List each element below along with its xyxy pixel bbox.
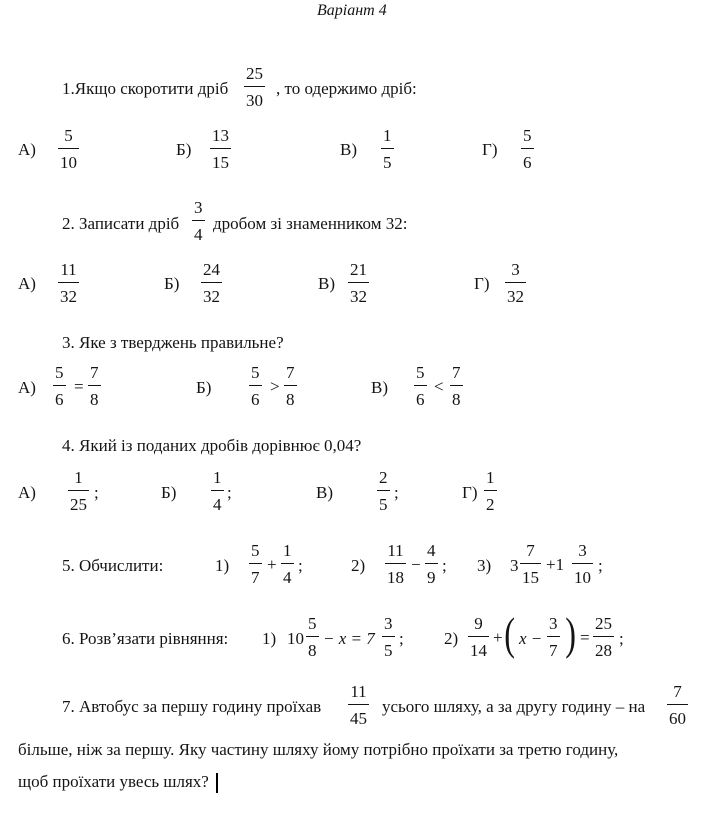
q6-p2-x: x −: [519, 629, 543, 648]
numerator: 5: [55, 363, 64, 382]
denominator: 32: [350, 287, 367, 306]
text-cursor: [216, 773, 218, 793]
q5-p3-whole: 3: [510, 556, 519, 575]
q7-line2: більше, ніж за першу. Яку частину шляху йому потрібно проїхати за третю годину,: [18, 740, 619, 759]
q2-option-c-label: В): [318, 274, 335, 293]
numerator: 5: [251, 363, 260, 382]
q7-line3: щоб проїхати увесь шлях?: [18, 772, 209, 791]
q2-fraction: [192, 199, 205, 243]
q5-p3-b: [572, 542, 593, 586]
numerator: 11: [60, 260, 77, 279]
q1-option-c[interactable]: [381, 127, 394, 171]
denominator: 4: [213, 495, 222, 514]
q4-option-a[interactable]: [68, 469, 89, 513]
numerator: 1: [283, 541, 292, 560]
q3-b-right: [284, 364, 297, 408]
q1-option-d[interactable]: [521, 127, 534, 171]
q6-p2-label: 2): [444, 629, 459, 648]
numerator: 21: [350, 260, 367, 279]
q5-p2-a: [385, 542, 406, 586]
numerator: 5: [308, 614, 317, 633]
q1-option-a[interactable]: [58, 127, 79, 171]
q1-suffix: , то одержимо дріб:: [276, 79, 417, 98]
denominator: 6: [416, 390, 425, 409]
denominator: 45: [350, 709, 367, 728]
q5-p2-tail: ;: [442, 556, 447, 575]
q1-option-d-label: Г): [482, 140, 498, 159]
numerator: 5: [251, 541, 260, 560]
q3-option-c-label: В): [371, 378, 388, 397]
denominator: 5: [379, 495, 388, 514]
numerator: 1: [74, 468, 83, 487]
numerator: 25: [246, 64, 263, 83]
q3-option-b-label: Б): [196, 378, 212, 397]
q6-p2-left-paren: (: [504, 608, 516, 659]
denominator: 25: [70, 495, 87, 514]
q5-p3-tail: ;: [598, 556, 603, 575]
denominator: 8: [452, 390, 461, 409]
q3-a-right: [88, 364, 101, 408]
q1-option-b-label: Б): [176, 140, 192, 159]
numerator: 11: [387, 541, 404, 560]
q6-p2-b: [547, 615, 560, 659]
q6-p2-tail: ;: [619, 629, 624, 648]
q7-fraction-1: [348, 683, 369, 727]
denominator: 14: [470, 641, 487, 660]
denominator: 5: [384, 641, 393, 660]
numerator: 1: [383, 126, 392, 145]
denominator: 32: [60, 287, 77, 306]
denominator: 28: [595, 641, 612, 660]
q1-prefix: 1.Якщо скоротити дріб: [62, 79, 229, 98]
q2-option-a-label: А): [18, 274, 36, 293]
denominator: 30: [246, 91, 263, 110]
q5-p1-tail: ;: [298, 556, 303, 575]
q1-option-a-label: А): [18, 140, 36, 159]
denominator: 32: [203, 287, 220, 306]
denominator: 10: [60, 153, 77, 172]
q5-p1-a: [249, 542, 262, 586]
q1-option-c-label: В): [340, 140, 357, 159]
numerator: 13: [212, 126, 229, 145]
q3-a-left: [53, 364, 66, 408]
q7-line1-middle: усього шляху, а за другу годину – на: [382, 697, 646, 716]
denominator: 2: [486, 495, 495, 514]
q5-p2-op: −: [411, 555, 421, 574]
numerator: 7: [526, 541, 535, 560]
q4-option-d[interactable]: [484, 469, 497, 513]
q4-option-a-label: А): [18, 483, 36, 502]
denominator: 32: [507, 287, 524, 306]
q4-option-b-label: Б): [161, 483, 177, 502]
numerator: 3: [384, 614, 393, 633]
q7-fraction-2: [667, 683, 688, 727]
numerator: 2: [379, 468, 388, 487]
denominator: 9: [427, 568, 436, 587]
q2-option-b-label: Б): [164, 274, 180, 293]
numerator: 7: [452, 363, 461, 382]
q5-p1-label: 1): [215, 556, 230, 575]
q2-option-a[interactable]: [58, 261, 79, 305]
q2-suffix: дробом зі знаменником 32:: [213, 214, 408, 233]
denominator: 8: [308, 641, 317, 660]
q6-p2-plus: +: [493, 628, 503, 647]
denominator: 5: [383, 153, 392, 172]
q2-option-c[interactable]: [348, 261, 369, 305]
q2-option-d-label: Г): [474, 274, 490, 293]
q5-p1-b: [281, 542, 294, 586]
q5-p2-label: 2): [351, 556, 366, 575]
q5-p3-label: 3): [477, 556, 492, 575]
denominator: 10: [574, 568, 591, 587]
numerator: 24: [203, 260, 220, 279]
q6-p1-label: 1): [262, 629, 277, 648]
denominator: 60: [669, 709, 686, 728]
q6-p1-whole: 10: [287, 629, 304, 648]
q5-p3-a: [520, 542, 541, 586]
q4-option-a-tail: ;: [94, 483, 99, 502]
q6-text: 6. Розв’язати рівняння:: [62, 629, 229, 648]
numerator: 11: [350, 682, 367, 701]
q1-fraction: [244, 65, 265, 109]
q6-p1-tail: ;: [399, 629, 404, 648]
q6-p2-a: [468, 615, 489, 659]
q3-c-right: [450, 364, 463, 408]
numerator: 3: [511, 260, 520, 279]
denominator: 6: [251, 390, 260, 409]
q6-p2-c: [593, 615, 614, 659]
numerator: 1: [213, 468, 222, 487]
q6-p2-right-paren: ): [565, 608, 577, 659]
numerator: 7: [90, 363, 99, 382]
q3-c-left: [414, 364, 427, 408]
q5-p3-op: +1: [546, 555, 565, 574]
denominator: 15: [522, 568, 539, 587]
numerator: 3: [578, 541, 587, 560]
numerator: 1: [486, 468, 495, 487]
numerator: 7: [673, 682, 682, 701]
q4-option-c[interactable]: [377, 469, 390, 513]
q4-option-b-tail: ;: [227, 483, 232, 502]
q7-line1-start: 7. Автобус за першу годину проїхав: [62, 697, 322, 716]
q2-prefix: 2. Записати дріб: [62, 214, 180, 233]
q5-p2-b: [425, 542, 438, 586]
numerator: 5: [416, 363, 425, 382]
q3-b-operator: >: [270, 377, 280, 396]
q4-option-c-tail: ;: [394, 483, 399, 502]
q4-text: 4. Який із поданих дробів дорівнює 0,04?: [62, 436, 362, 455]
q3-b-left: [249, 364, 262, 408]
q3-a-operator: =: [74, 377, 84, 396]
q5-text: 5. Обчислити:: [62, 556, 164, 575]
denominator: 7: [549, 641, 558, 660]
denominator: 6: [523, 153, 532, 172]
q2-option-d[interactable]: [505, 261, 526, 305]
q6-p1-b: [382, 615, 395, 659]
q4-option-b[interactable]: [211, 469, 224, 513]
q4-option-c-label: В): [316, 483, 333, 502]
denominator: 15: [212, 153, 229, 172]
q3-text: 3. Яке з тверджень правильне?: [62, 333, 284, 352]
q6-p1-mid: − x = 7: [323, 629, 375, 648]
variant-title: Варіант 4: [317, 2, 387, 19]
denominator: 8: [90, 390, 99, 409]
numerator: 4: [427, 541, 436, 560]
numerator: 5: [523, 126, 532, 145]
numerator: 7: [286, 363, 295, 382]
denominator: 8: [286, 390, 295, 409]
numerator: 25: [595, 614, 612, 633]
numerator: 5: [64, 126, 73, 145]
numerator: 9: [474, 614, 483, 633]
denominator: 4: [194, 225, 203, 244]
denominator: 7: [251, 568, 260, 587]
q2-option-b[interactable]: [201, 261, 222, 305]
numerator: 3: [549, 614, 558, 633]
numerator: 3: [194, 198, 203, 217]
denominator: 4: [283, 568, 292, 587]
q3-option-a-label: А): [18, 378, 36, 397]
q1-option-b[interactable]: [210, 127, 231, 171]
q3-c-operator: <: [434, 377, 444, 396]
denominator: 18: [387, 568, 404, 587]
denominator: 6: [55, 390, 64, 409]
q5-p1-op: +: [267, 555, 277, 574]
q6-p1-a: [306, 615, 319, 659]
q6-p2-eq: =: [580, 628, 590, 647]
q4-option-d-label: Г): [462, 483, 478, 502]
